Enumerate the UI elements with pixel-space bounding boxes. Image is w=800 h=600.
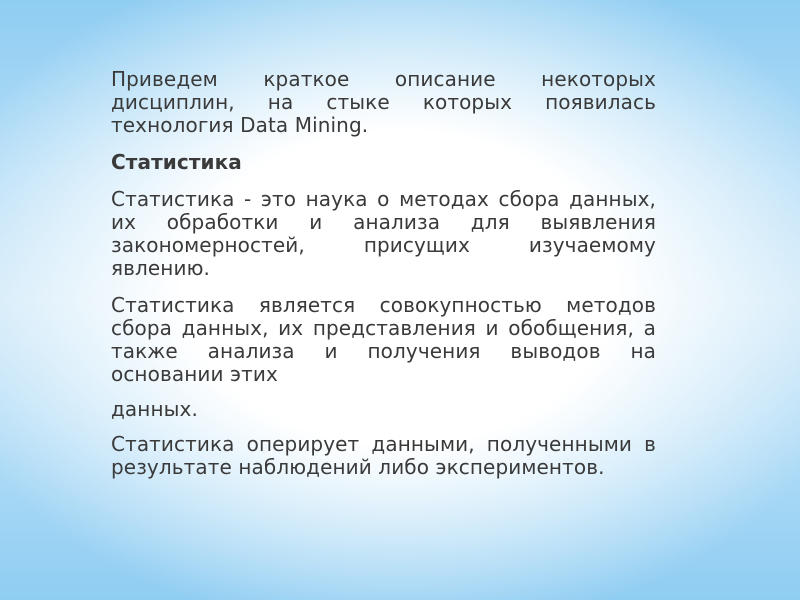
data-source-paragraph: Статистика оперирует данными, полученными в результате наблюдений либо экспериментов. [111,432,656,479]
section-heading: Статистика [111,150,242,174]
intro-paragraph: Приведем краткое описание некоторых дисциплин, на стыке которых появилась технология Data Mining. [111,67,656,137]
definition-paragraph: Статистика - это наука о методах сбора данных, их обработки и анализа для выявления закономерностей, присущих изучаемому явлению. [111,187,656,280]
methods-paragraph: Статистика является совокупностью методов сбора данных, их представления и обобщения, а также анализа и получения выводов на основании этих [111,293,656,386]
slide-body [111,68,656,493]
methods-paragraph-continuation: данных. [111,397,198,421]
